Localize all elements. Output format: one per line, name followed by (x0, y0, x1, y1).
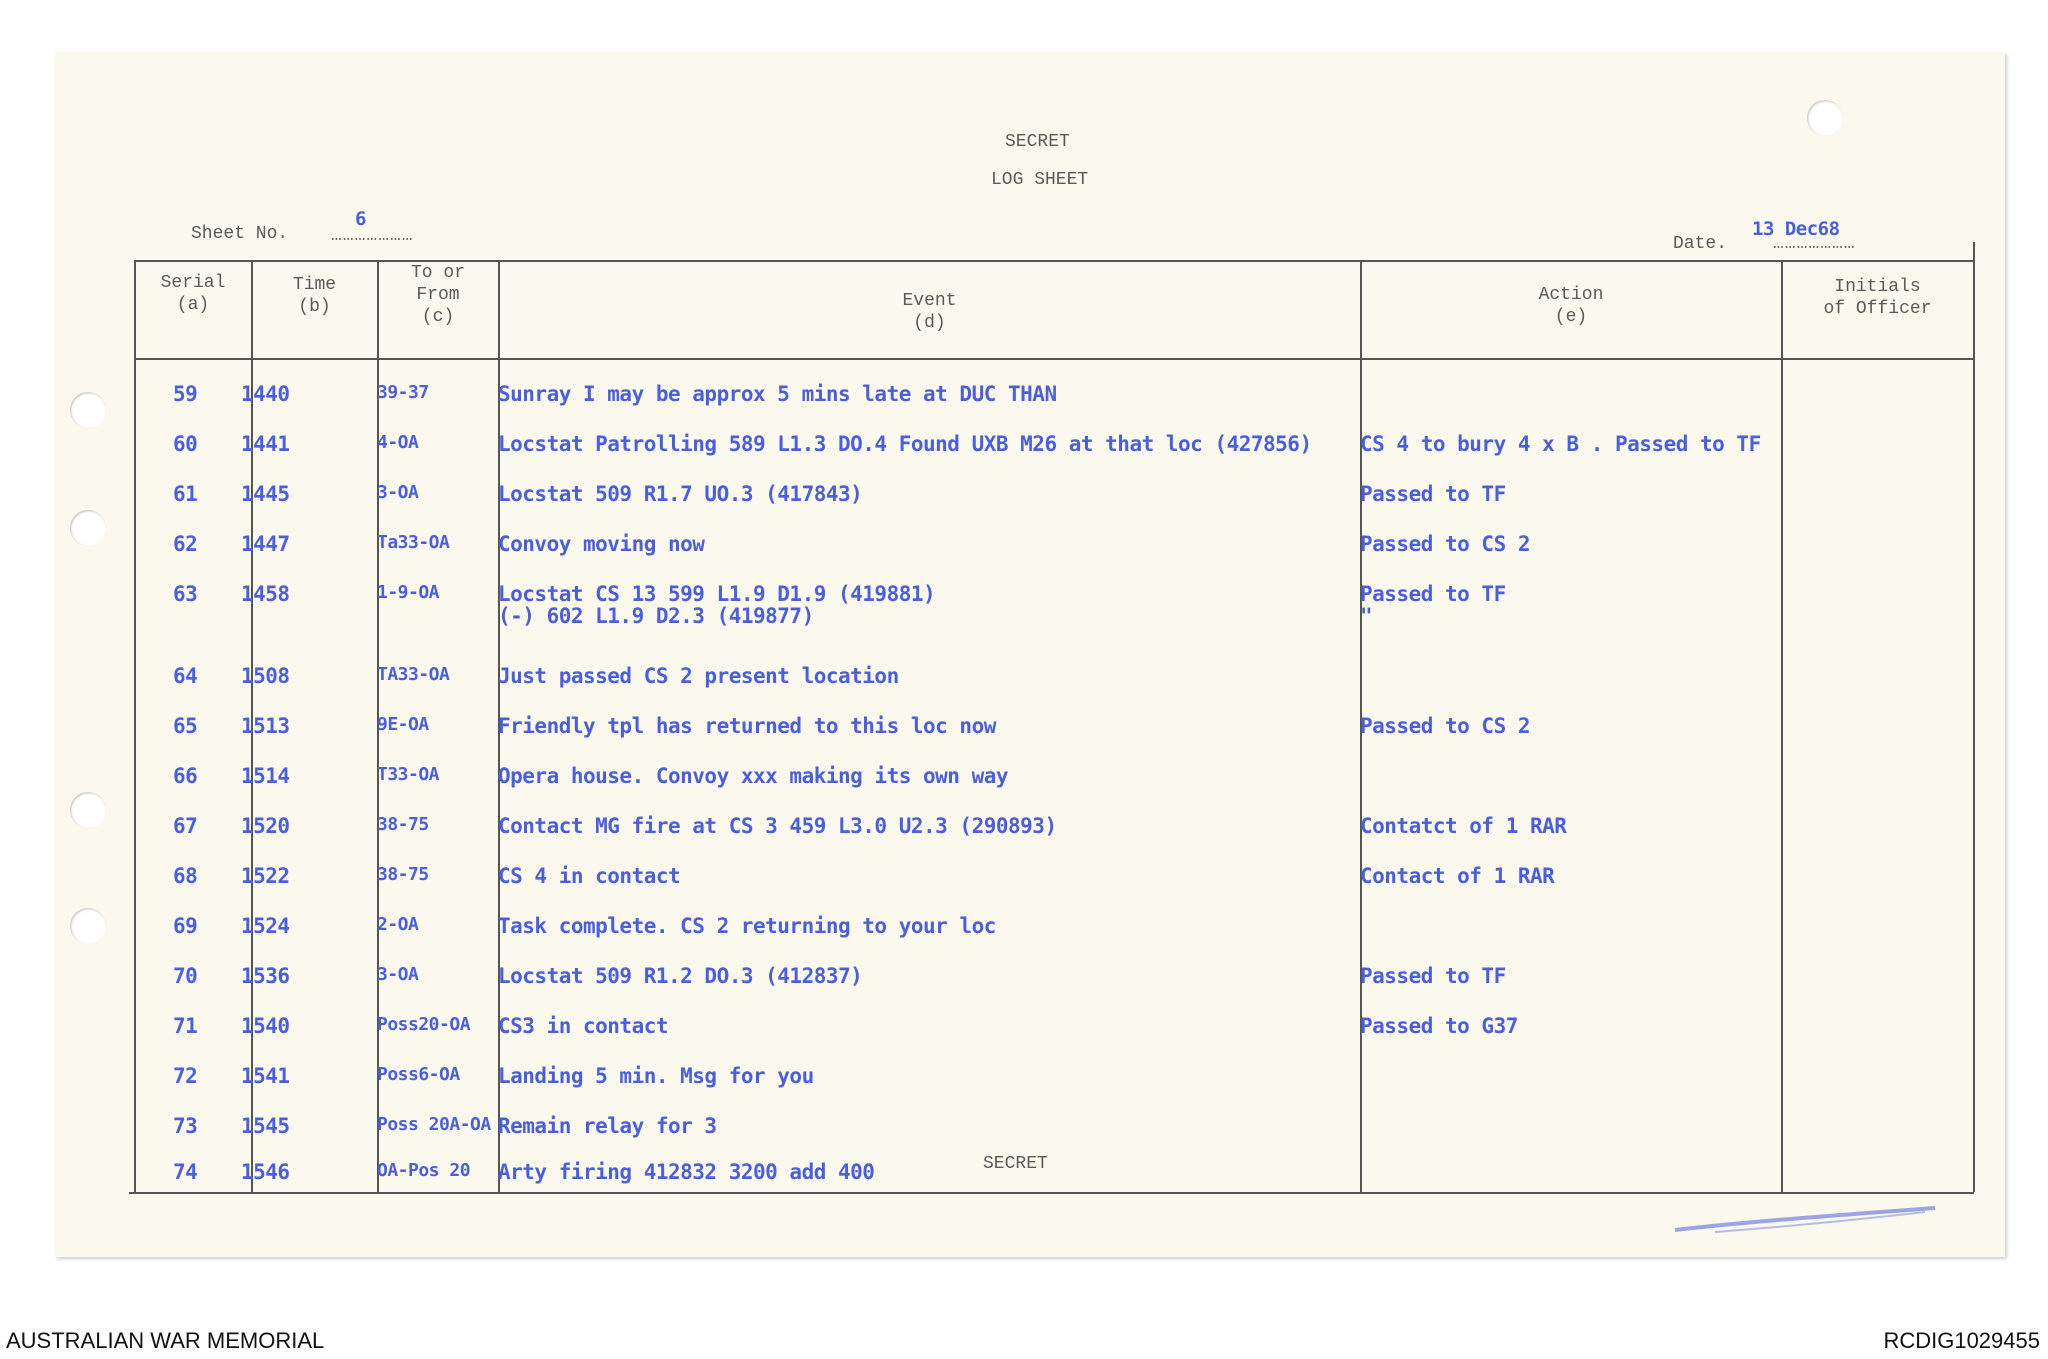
cell-serial: 60 (173, 432, 198, 456)
cell-action: Passed to G37 (1360, 1014, 1518, 1038)
cell-tofrom: 2-OA (377, 914, 419, 935)
cell-time: 1458 (241, 582, 290, 606)
cell-tofrom: Ta33-OA (377, 532, 450, 553)
punch-hole (70, 908, 106, 944)
cell-tofrom: 1-9-OA (377, 582, 440, 603)
col-header-action: Action (e) (1538, 285, 1604, 327)
cell-time: 1546 (241, 1160, 290, 1184)
punch-hole (1807, 100, 1843, 136)
cell-tofrom: TA33-OA (377, 664, 450, 685)
cell-action: Contact of 1 RAR (1360, 864, 1555, 888)
classification-top: SECRET (1005, 132, 1070, 152)
cell-action: Contatct of 1 RAR (1360, 814, 1567, 838)
cell-time: 1524 (241, 914, 290, 938)
cell-tofrom: 9E-OA (377, 714, 429, 735)
cell-event-continued: (-) 602 L1.9 D2.3 (419877) (498, 604, 814, 628)
cell-serial: 70 (173, 964, 198, 988)
cell-tofrom: 3-OA (377, 482, 419, 503)
footer-reference: RCDIG1029455 (1883, 1328, 2040, 1353)
cell-event: Friendly tpl has returned to this loc now (498, 714, 996, 738)
cell-tofrom: 39-37 (377, 382, 429, 403)
cell-tofrom: 4-OA (377, 432, 419, 453)
punch-hole (70, 392, 106, 428)
cell-event: Landing 5 min. Msg for you (498, 1064, 814, 1088)
cell-tofrom: 38-75 (377, 864, 429, 885)
cell-tofrom: T33-OA (377, 764, 440, 785)
cell-event: Task complete. CS 2 returning to your loc (498, 914, 996, 938)
sheet-no-value: 6 (355, 208, 366, 230)
col-border (1973, 242, 1975, 1192)
cell-tofrom: Poss 20A-OA (377, 1114, 491, 1135)
date-dots: ………………… (1773, 234, 1856, 254)
table-bottom-border (129, 1192, 1974, 1194)
cell-time: 1514 (241, 764, 290, 788)
cell-event: Just passed CS 2 present location (498, 664, 899, 688)
cell-serial: 73 (173, 1114, 198, 1138)
cell-time: 1536 (241, 964, 290, 988)
cell-serial: 66 (173, 764, 198, 788)
col-header-serial: Serial (a) (160, 273, 226, 315)
cell-time: 1520 (241, 814, 290, 838)
table-header-divider (134, 358, 1974, 360)
date-label: Date. (1673, 234, 1728, 254)
cell-time: 1440 (241, 382, 290, 406)
cell-serial: 69 (173, 914, 198, 938)
sheet-no-dots: ………………… (331, 226, 414, 246)
cell-time: 1447 (241, 532, 290, 556)
col-border (1781, 260, 1783, 1192)
cell-time: 1522 (241, 864, 290, 888)
cell-time: 1540 (241, 1014, 290, 1038)
sheet-no-label: Sheet No. (191, 224, 289, 244)
cell-tofrom: Poss20-OA (377, 1014, 471, 1035)
cell-event: Locstat CS 13 599 L1.9 D1.9 (419881) (498, 582, 936, 606)
cell-time: 1508 (241, 664, 290, 688)
cell-event: CS3 in contact (498, 1014, 669, 1038)
cell-time: 1541 (241, 1064, 290, 1088)
punch-hole (70, 792, 106, 828)
cell-action: CS 4 to bury 4 x B . Passed to TF (1360, 432, 1761, 456)
cell-serial: 63 (173, 582, 198, 606)
classification-bottom: SECRET (983, 1154, 1048, 1174)
cell-action-continued: " (1360, 604, 1373, 628)
cell-time: 1445 (241, 482, 290, 506)
cell-time: 1545 (241, 1114, 290, 1138)
col-header-event: Event (d) (902, 291, 957, 333)
cell-action: Passed to CS 2 (1360, 714, 1531, 738)
cell-event: Locstat 509 R1.2 DO.3 (412837) (498, 964, 863, 988)
pen-stroke (1655, 1202, 1955, 1252)
col-border (134, 260, 136, 1192)
cell-serial: 72 (173, 1064, 198, 1088)
col-header-time: Time (b) (292, 275, 337, 317)
cell-action: Passed to TF (1360, 482, 1506, 506)
cell-serial: 71 (173, 1014, 198, 1038)
cell-tofrom: OA-Pos 20 (377, 1160, 471, 1181)
cell-action: Passed to TF (1360, 964, 1506, 988)
date-value: 13 Dec68 (1752, 218, 1840, 240)
cell-serial: 59 (173, 382, 198, 406)
cell-event: Remain relay for 3 (498, 1114, 717, 1138)
col-header-initials: Initials of Officer (1823, 277, 1932, 319)
cell-event: CS 4 in contact (498, 864, 681, 888)
cell-event: Contact MG fire at CS 3 459 L3.0 U2.3 (290893) (498, 814, 1057, 838)
col-header-to-from: To or From (c) (410, 263, 465, 327)
cell-event: Convoy moving now (498, 532, 705, 556)
cell-event: Locstat 509 R1.7 UO.3 (417843) (498, 482, 863, 506)
cell-serial: 62 (173, 532, 198, 556)
cell-serial: 65 (173, 714, 198, 738)
cell-tofrom: Poss6-OA (377, 1064, 460, 1085)
footer-institution: AUSTRALIAN WAR MEMORIAL (6, 1328, 325, 1353)
cell-event: Arty firing 412832 3200 add 400 (498, 1160, 875, 1184)
cell-event: Sunray I may be approx 5 mins late at DUC THAN (498, 382, 1057, 406)
cell-time: 1513 (241, 714, 290, 738)
cell-time: 1441 (241, 432, 290, 456)
cell-serial: 61 (173, 482, 198, 506)
cell-tofrom: 3-OA (377, 964, 419, 985)
cell-event: Locstat Patrolling 589 L1.3 DO.4 Found UXB M26 at that loc (427856) (498, 432, 1312, 456)
cell-serial: 67 (173, 814, 198, 838)
cell-serial: 74 (173, 1160, 198, 1184)
cell-serial: 64 (173, 664, 198, 688)
punch-hole (70, 510, 106, 546)
cell-action: Passed to TF (1360, 582, 1506, 606)
log-sheet-paper (55, 52, 2005, 1257)
cell-action: Passed to CS 2 (1360, 532, 1531, 556)
page-title: LOG SHEET (991, 170, 1089, 190)
cell-serial: 68 (173, 864, 198, 888)
cell-event: Opera house. Convoy xxx making its own way (498, 764, 1009, 788)
cell-tofrom: 38-75 (377, 814, 429, 835)
